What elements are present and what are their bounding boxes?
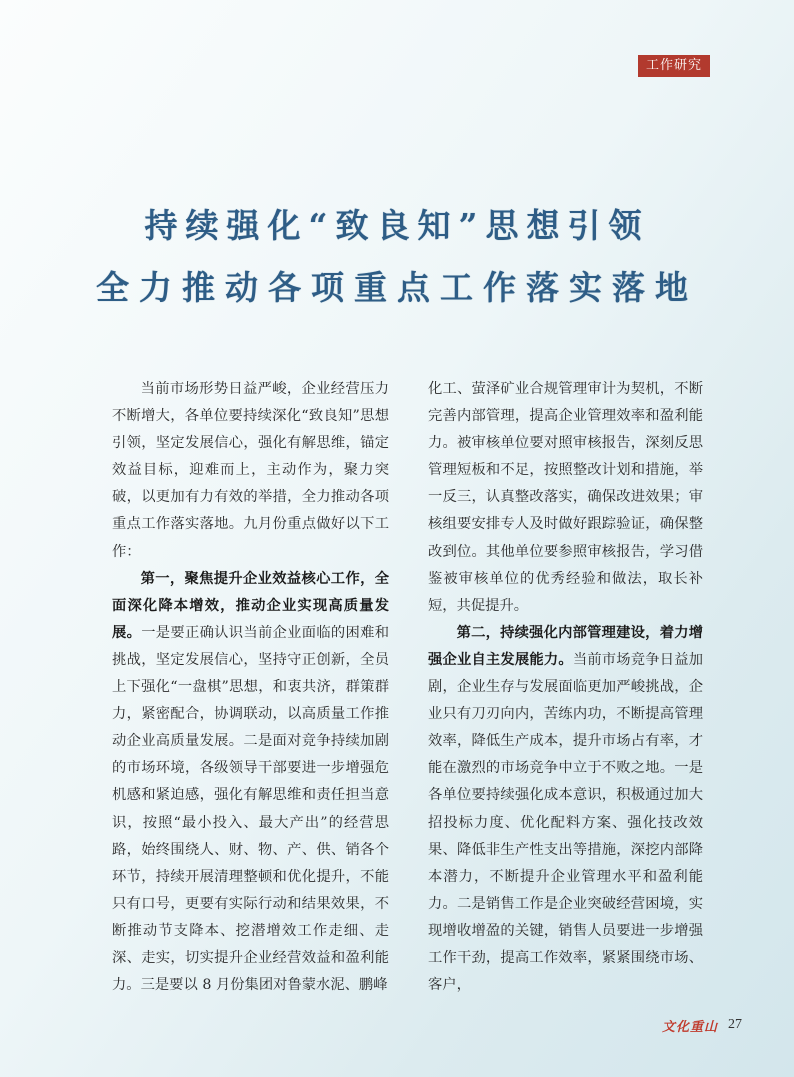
page-number: 27: [728, 1017, 743, 1032]
section-badge: 工作研究: [638, 55, 710, 77]
article-title-line-2: 全力推动各项重点工作落实落地: [96, 268, 698, 307]
paragraph-point-one: [112, 566, 389, 1000]
magazine-logo: 文化重山: [662, 1019, 719, 1035]
paragraph-point-one-continued: 化工、萤泽矿业合规管理审计为契机，不断完善内部管理，提高企业管理效率和盈利能力。被审核单位要对照审核报告，深刻反思管理短板和不足，按照整改计划和措施，举一反三，认真整改落实，确保改进效果；审核组要安排专人及时做好跟踪验证，确保整改到位。其他单位要参照审核报告，学习借鉴被审核单位的优秀经验和做法，取长补短，共促提升。: [428, 381, 703, 614]
right-column: [428, 376, 703, 999]
point-one-body: 一是要正确认识当前企业面临的困难和挑战，坚定发展信心，坚持守正创新，全员上下强化“一盘棋”思想，和衷共济，群策群力，紧密配合，协调联动，以高质量工作推动企业高质量发展。二是面对竞争持续加剧的市场环境，各级领导干部要进一步增强危机感和紧迫感，强化有解思维和责任担当意识，按照“最小投入、最大产出”的经营思路，始终围绕人、财、物、产、供、销各个环节，持续开展清理整顿和优化提升，不能只有口号，更要有实际行动和结果效果，不断推动节支降本、挖潜增效工作走细、走深、走实，切实提升企业经营效益和盈利能力。三是要以 8 月份集团对鲁蒙水泥、鹏峰: [112, 624, 390, 994]
point-two-body: 当前市场竞争日益加剧，企业生存与发展面临更加严峻挑战，企业只有刀刃向内，苦练内功，不断提高管理效率，降低生产成本，提升市场占有率，才能在激烈的市场竞争中立于不败之地。一是各单位要持续强化成本意识，积极通过加大招投标力度、优化配料方案、强化技改效果、降低非生产性支出等措施，深挖内部降本潜力，不断提升企业管理水平和盈利能力。二是销售工作是企业突破经营困境，实现增收增盈的关键，销售人员要进一步增强工作干劲，提高工作效率，紧紧围绕市场、客户，: [428, 651, 704, 994]
point-two-heading: 第二，持续强化内部管理建设，着力增强企业自主发展能力。: [428, 624, 703, 668]
page-footer: [662, 1013, 742, 1037]
article-title-line-1: 持续强化“致良知”思想引领: [144, 206, 650, 245]
paragraph-point-two: [428, 620, 703, 999]
left-column: [112, 376, 389, 999]
point-one-heading: 第一，聚焦提升企业效益核心工作，全面深化降本增效，推动企业实现高质量发展。: [112, 570, 389, 641]
paragraph-intro: 当前市场形势日益严峻，企业经营压力不断增大，各单位要持续深化“致良知”思想引领，坚定发展信心，强化有解思维，锚定效益目标，迎难而上，主动作为，聚力突破，以更加有力有效的举措，全力推动各项重点工作落实落地。九月份重点做好以下工作：: [112, 381, 389, 560]
